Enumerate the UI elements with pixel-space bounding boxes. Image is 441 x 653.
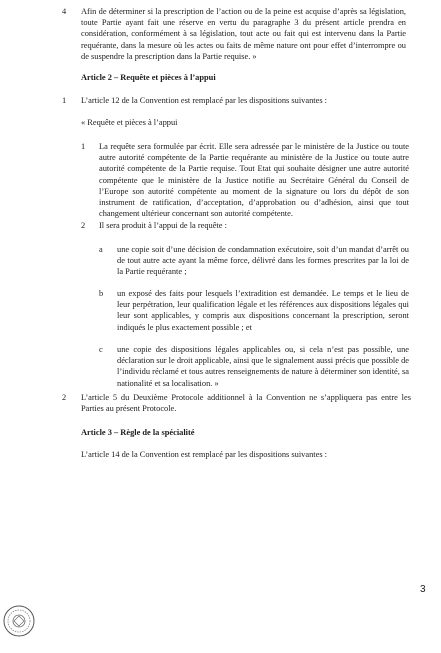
subparagraph-number: 2 (81, 221, 86, 230)
quote-heading: « Requête et pièces à l’appui (81, 118, 178, 127)
article-2-heading: Article 2 – Requête et pièces à l’appui (81, 73, 216, 82)
seal-stamp-icon (2, 604, 36, 638)
page-number: 3 (420, 584, 426, 595)
paragraph-number: 2 (62, 393, 67, 402)
item-letter: c (99, 345, 103, 354)
subparagraph-number: 1 (81, 142, 86, 151)
article-3-text: L’article 14 de la Convention est remplacé par les dispositions suivantes : (81, 450, 327, 459)
paragraph-number: 1 (62, 96, 67, 105)
item-number: 4 (62, 7, 67, 16)
item-letter: a (99, 245, 103, 254)
item-4-text: Afin de déterminer si la prescription de l’action ou de la peine est acquise d’après sa législation, toute Partie ayant fait une réserve en vertu du paragraphe 3 du présent article prendra en considération, conformément à sa législation, tout acte ou fait qui est intervenu dans la Partie requérante, dans la mesure où les actes ou faits de même nature ont pour effet d’interrompre ou de suspendre la prescription dans la Partie requise. » (81, 7, 406, 61)
subparagraph-2-text: Il sera produit à l’appui de la requête : (99, 221, 227, 230)
item-c-text: une copie des dispositions légales applicables ou, si cela n’est pas possible, une déclaration sur le droit applicable, ainsi que le signalement aussi précis que possible de l’individu réclamé et tous autres renseignements de nature à déterminer son identité, sa nationalité et sa localisation. » (117, 345, 409, 388)
item-b-text: un exposé des faits pour lesquels l’extradition est demandée. Le temps et le lieu de leur perpétration, leur qualification légale et les références aux dispositions légales qui leur sont applicables, y compris aux dispositions concernant la prescription, seront indiqués le plus exactement possible ; et (117, 289, 409, 332)
article-3-heading: Article 3 – Règle de la spécialité (81, 428, 195, 437)
article-2-paragraph-2: L’article 5 du Deuxième Protocole additionnel à la Convention ne s’appliquera pas entre les Parties au présent Protocole. (81, 393, 411, 414)
item-letter: b (99, 289, 104, 298)
subparagraph-1-text: La requête sera formulée par écrit. Elle sera adressée par le ministère de la Justice ou toute autre autorité compétente de la Partie requérante au ministère de la Justice ou toute autre autorité compétente de la Partie requise. Tout Etat qui souhaite désigner une autre autorité compétente que le ministère de la Justice notifie au Secrétaire Général du Conseil de l’Europe son autorité compétente au moment de la signature ou lors du dépôt de son instrument de ratification, d’acceptation, d’approbation ou d’adhésion, ainsi que tout changement ultérieur concernant son autorité compétente. (99, 142, 409, 219)
item-a-text: une copie soit d’une décision de condamnation exécutoire, soit d’un mandat d’arrêt ou de tout autre acte ayant la même force, délivré dans les formes prescrites par la loi de la Partie requérante ; (117, 245, 409, 277)
article-2-paragraph-1: L’article 12 de la Convention est remplacé par les dispositions suivantes : (81, 96, 327, 105)
